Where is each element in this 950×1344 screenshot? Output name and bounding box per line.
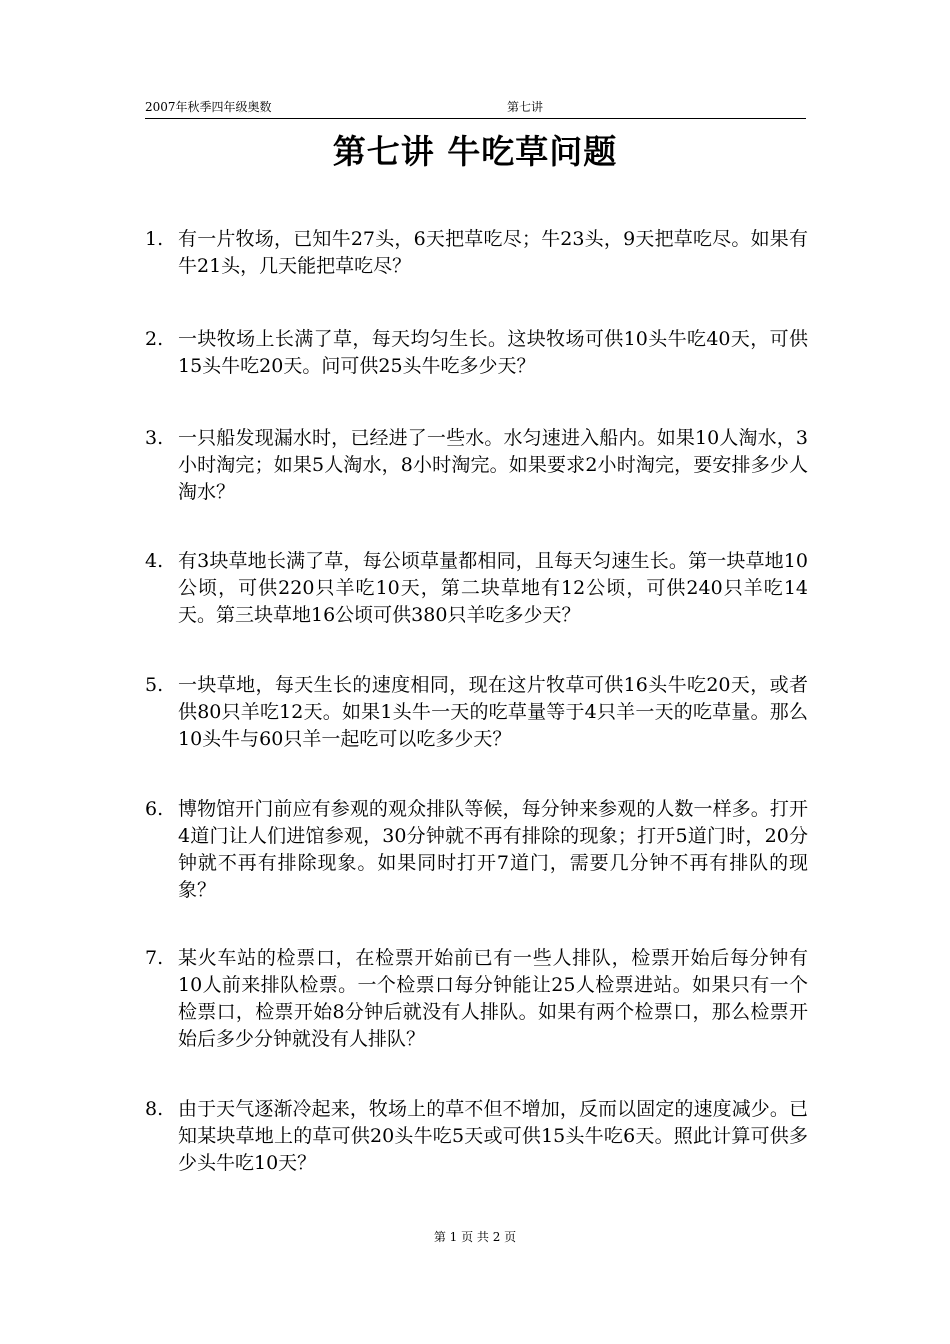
problem-number: 6. (145, 798, 164, 820)
problem-4 (145, 548, 808, 629)
problem-3 (145, 425, 808, 506)
problem-text: 一只船发现漏水时，已经进了一些水。水匀速进入船内。如果10人淘水，3小时淘完；如果5人淘水，8小时淘完。如果要求2小时淘完，要安排多少人淘水？ (178, 427, 808, 503)
problem-number: 4. (145, 550, 164, 572)
page-title: 第七讲 牛吃草问题 (332, 132, 618, 171)
header-course-label: 2007年秋季四年级奥数 (145, 100, 272, 114)
problem-1 (145, 226, 808, 280)
problem-text: 某火车站的检票口，在检票开始前已有一些人排队，检票开始后每分钟有10人前来排队检票。一个检票口每分钟能让25人检票进站。如果只有一个检票口，检票开始8分钟后就没有人排队。如果有两个检票口，那么检票开始后多少分钟就没有人排队？ (178, 947, 808, 1050)
problem-number: 7. (145, 947, 164, 969)
problem-text: 由于天气逐渐冷起来，牧场上的草不但不增加，反而以固定的速度减少。已知某块草地上的草可供20头牛吃5天或可供15头牛吃6天。照此计算可供多少头牛吃10天？ (178, 1098, 808, 1174)
problem-number: 5. (145, 674, 164, 696)
problem-7 (145, 945, 808, 1053)
problem-text: 有3块草地长满了草，每公顷草量都相同，且每天匀速生长。第一块草地10公顷，可供220只羊吃10天，第二块草地有12公顷，可供240只羊吃14天。第三块草地16公顷可供380只羊吃多少天？ (178, 550, 808, 626)
page-footer: 第 1 页 共 2 页 (433, 1230, 517, 1244)
problem-text: 一块草地，每天生长的速度相同，现在这片牧草可供16头牛吃20天，或者供80只羊吃12天。如果1头牛一天的吃草量等于4只羊一天的吃草量。那么10头牛与60只羊一起吃可以吃多少天？ (178, 674, 808, 750)
problem-number: 3. (145, 427, 164, 449)
problem-number: 1. (145, 228, 164, 250)
page-header (145, 98, 806, 119)
problem-5 (145, 672, 808, 753)
problem-2 (145, 326, 808, 380)
problem-6 (145, 796, 808, 904)
problem-8 (145, 1096, 808, 1177)
problem-number: 8. (145, 1098, 164, 1120)
problem-number: 2. (145, 328, 164, 350)
problem-text: 博物馆开门前应有参观的观众排队等候，每分钟来参观的人数一样多。打开4道门让人们进馆参观，30分钟就不再有排除的现象；打开5道门时，20分钟就不再有排除现象。如果同时打开7道门，需要几分钟不再有排队的现象？ (178, 798, 808, 901)
problem-text: 有一片牧场，已知牛27头，6天把草吃尽；牛23头，9天把草吃尽。如果有牛21头，几天能把草吃尽？ (178, 228, 808, 277)
header-lecture-label: 第七讲 (507, 100, 544, 114)
problem-text: 一块牧场上长满了草，每天均匀生长。这块牧场可供10头牛吃40天，可供15头牛吃20天。问可供25头牛吃多少天？ (178, 328, 808, 377)
